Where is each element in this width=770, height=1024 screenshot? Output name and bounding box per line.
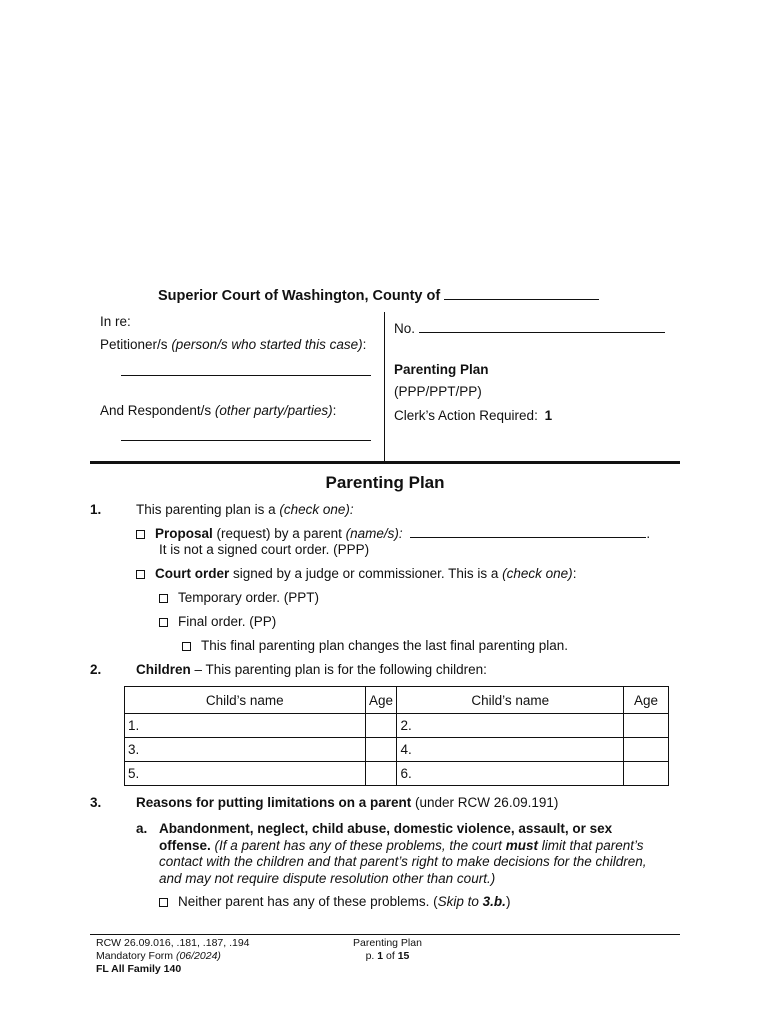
court-order-text: signed by a judge or commissioner. This is a xyxy=(229,566,503,581)
section-2-text: – This parenting plan is for the following children: xyxy=(190,662,487,677)
table-row xyxy=(125,762,669,786)
section-1-number: 1. xyxy=(90,502,102,517)
petitioner-name-field[interactable] xyxy=(121,375,371,376)
footer-page-number: 1 xyxy=(377,950,384,962)
final-change-option xyxy=(182,638,568,653)
section-3a-line-1 xyxy=(159,838,679,855)
section-3-text: (under RCW 26.09.191) xyxy=(411,795,559,810)
neither-parent-label: Neither parent has any of these problems. ( xyxy=(178,894,438,909)
court-order-hint: (check one) xyxy=(502,566,573,581)
respondent-colon: : xyxy=(332,403,337,418)
court-order-option xyxy=(136,566,576,581)
footer-page xyxy=(330,950,445,963)
skip-close: ) xyxy=(505,894,511,909)
child-name-header: Child’s name xyxy=(125,687,366,714)
section-3a-line-2: contact with the children and that parent’s right to make decisions for the children, xyxy=(159,854,647,869)
neither-parent-checkbox[interactable] xyxy=(159,898,168,907)
final-option xyxy=(159,614,276,629)
final-change-label: This final parenting plan changes the last final parenting plan. xyxy=(201,638,568,653)
section-2-label: Children xyxy=(136,662,191,677)
court-heading-text: Superior Court of Washington, County of xyxy=(158,288,441,304)
child-name-cell[interactable]: 3. xyxy=(125,738,366,762)
doc-title: Parenting Plan xyxy=(394,362,489,377)
age-header: Age xyxy=(365,687,397,714)
final-label: Final order. (PP) xyxy=(178,614,277,629)
final-change-checkbox[interactable] xyxy=(182,642,191,651)
footer-form-id: FL All Family 140 xyxy=(96,963,182,975)
child-name-cell[interactable]: 2. xyxy=(397,714,624,738)
age-cell[interactable] xyxy=(624,714,669,738)
skip-text: Skip to xyxy=(437,894,483,909)
proposal-checkbox[interactable] xyxy=(136,530,145,539)
in-re-label: In re: xyxy=(100,314,131,329)
proposal-option xyxy=(136,526,650,541)
page-title: Parenting Plan xyxy=(325,473,445,492)
section-3a-title-end: offense. xyxy=(159,837,211,853)
footer-left xyxy=(96,937,250,976)
section-3a-title-line: Abandonment, neglect, child abuse, domestic violence, assault, or sex xyxy=(159,821,613,836)
section-3a-note: (If a parent has any of these problems, the court xyxy=(210,837,506,853)
children-table xyxy=(124,686,669,786)
section-3a-number: a. xyxy=(136,821,148,836)
petitioner-text: Petitioner/s xyxy=(100,337,168,352)
doc-codes: (PPP/PPT/PP) xyxy=(394,384,482,399)
child-name-header: Child’s name xyxy=(397,687,624,714)
footer-page-of: of xyxy=(383,950,398,962)
county-field[interactable] xyxy=(444,299,599,300)
proposal-text: (request) by a parent xyxy=(212,526,346,541)
child-name-cell[interactable]: 6. xyxy=(397,762,624,786)
section-3-label: Reasons for putting limitations on a parent xyxy=(136,795,412,810)
proposal-hint: (name/s): xyxy=(345,526,403,541)
section-3a-note-end: limit that parent’s xyxy=(537,837,644,853)
proposal-parent-field[interactable] xyxy=(410,537,646,538)
clerk-action xyxy=(394,408,552,423)
final-checkbox[interactable] xyxy=(159,618,168,627)
children-table-header xyxy=(125,687,669,714)
case-number-field[interactable] xyxy=(419,332,665,333)
section-3a-line-3: and may not require dispute resolution other than court.) xyxy=(159,870,496,886)
petitioner-colon: : xyxy=(362,337,367,352)
age-header: Age xyxy=(624,687,669,714)
footer-rcw: RCW 26.09.016, .181, .187, .194 xyxy=(96,937,250,949)
neither-parent-option xyxy=(159,894,510,909)
caption-divider xyxy=(384,312,385,462)
proposal-period: . xyxy=(646,526,651,541)
petitioner-hint: (person/s who started this case) xyxy=(171,337,363,352)
court-order-checkbox[interactable] xyxy=(136,570,145,579)
petitioner-label xyxy=(100,337,366,352)
section-2-heading xyxy=(136,662,487,677)
case-number xyxy=(394,321,665,336)
age-cell[interactable] xyxy=(624,762,669,786)
footer-title: Parenting Plan xyxy=(353,937,422,949)
section-3-number: 3. xyxy=(90,795,102,810)
temporary-checkbox[interactable] xyxy=(159,594,168,603)
temporary-option xyxy=(159,590,319,605)
court-heading xyxy=(158,288,599,304)
respondent-label xyxy=(100,403,336,418)
section-1-intro-hint: (check one): xyxy=(279,502,354,517)
footer-page-total: 15 xyxy=(397,950,410,962)
caption-bottom-rule xyxy=(90,461,680,464)
child-name-cell[interactable]: 1. xyxy=(125,714,366,738)
court-order-label: Court order xyxy=(155,566,230,581)
case-number-label: No. xyxy=(394,321,416,336)
section-2-number: 2. xyxy=(90,662,102,677)
respondent-text: And Respondent/s xyxy=(100,403,212,418)
proposal-label: Proposal xyxy=(155,526,213,541)
section-3-heading xyxy=(136,795,558,810)
skip-ref: 3.b. xyxy=(482,894,506,909)
footer-center xyxy=(330,937,445,963)
age-cell[interactable] xyxy=(365,762,397,786)
clerk-action-label: Clerk’s Action Required: xyxy=(394,408,538,423)
section-1-intro-text: This parenting plan is a xyxy=(136,502,280,517)
court-order-colon: : xyxy=(572,566,577,581)
table-row xyxy=(125,714,669,738)
age-cell[interactable] xyxy=(365,738,397,762)
table-row xyxy=(125,738,669,762)
child-name-cell[interactable]: 4. xyxy=(397,738,624,762)
age-cell[interactable] xyxy=(624,738,669,762)
footer-page-prefix: p. xyxy=(365,950,378,962)
child-name-cell[interactable]: 5. xyxy=(125,762,366,786)
footer-mandatory-date: (06/2024) xyxy=(175,950,221,962)
section-3a-body xyxy=(159,821,679,887)
clerk-action-value: 1 xyxy=(544,408,553,423)
proposal-note: It is not a signed court order. (PPP) xyxy=(159,542,370,557)
respondent-name-field[interactable] xyxy=(121,440,371,441)
footer-mandatory xyxy=(96,950,250,963)
section-1-intro xyxy=(136,502,354,517)
footer-mandatory-text: Mandatory Form xyxy=(96,950,176,962)
age-cell[interactable] xyxy=(365,714,397,738)
footer-rule xyxy=(90,934,680,935)
temporary-label: Temporary order. (PPT) xyxy=(178,590,320,605)
respondent-hint: (other party/parties) xyxy=(214,403,333,418)
section-3a-must: must xyxy=(505,837,538,853)
